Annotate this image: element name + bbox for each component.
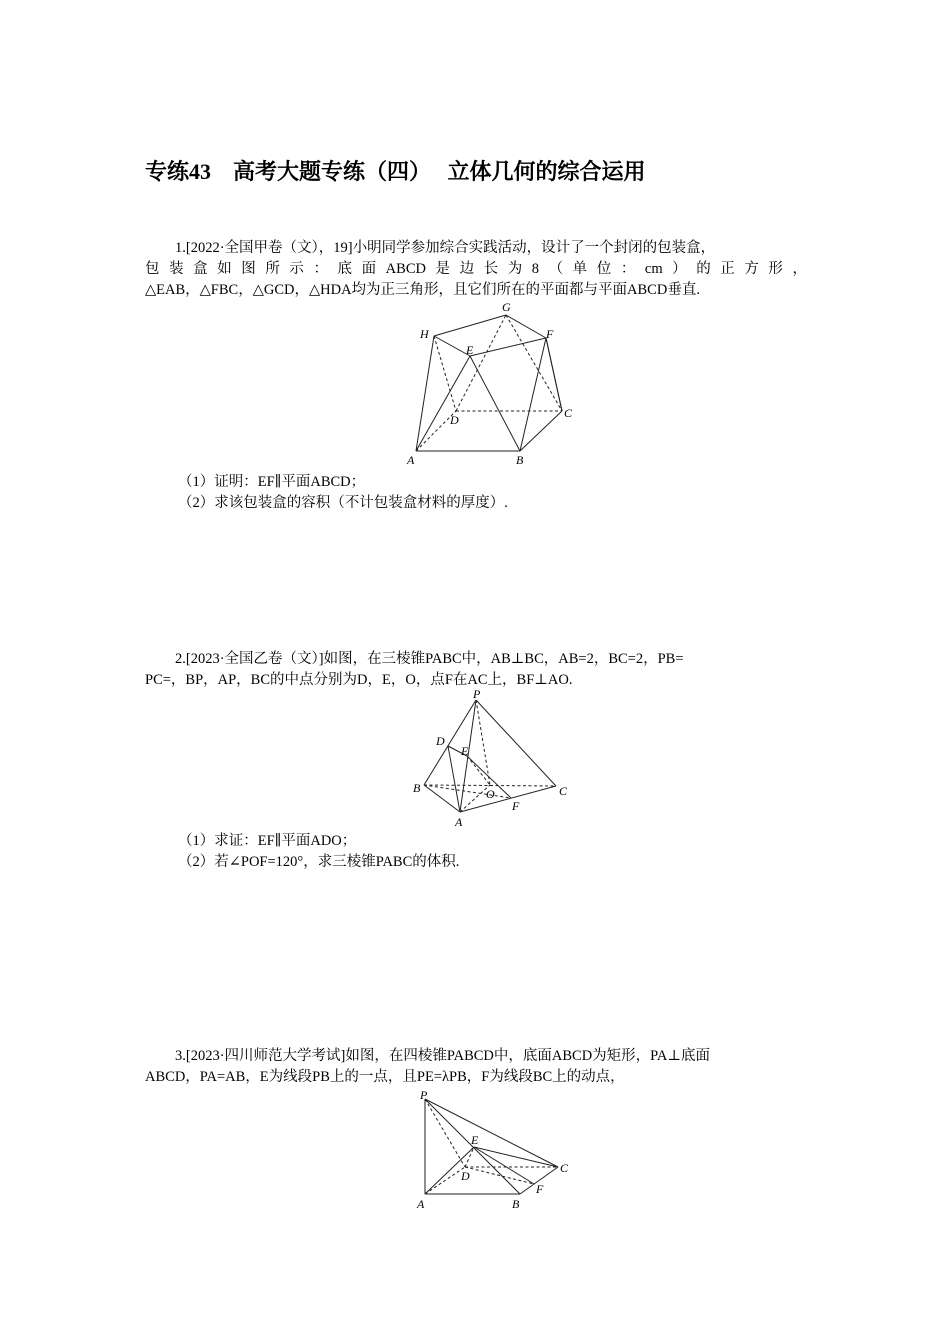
label-c: C — [559, 784, 568, 798]
problem-2-part-1: （1）求证：EF∥平面ADO； — [178, 833, 357, 849]
label-a: A — [417, 1197, 425, 1211]
problem-3-line-2: ABCD，PA=AB，E为线段PB上的一点，且PE=λPB，F为线段BC上的动点， — [145, 1069, 625, 1085]
label-d: D — [450, 413, 459, 427]
label-b: B — [512, 1197, 520, 1211]
label-a: A — [407, 453, 415, 467]
page-title: 专练43 高考大题专练（四） 立体几何的综合运用 — [145, 159, 646, 184]
problem-2-line-2: PC=，BP，AP，BC的中点分别为D，E，O，点F在AC上，BF⊥AO. — [145, 672, 573, 688]
label-c: C — [560, 1161, 569, 1175]
label-f: F — [512, 799, 520, 813]
label-e: E — [471, 1133, 479, 1147]
label-o: O — [486, 787, 495, 801]
label-d: D — [461, 1169, 470, 1183]
problem-2-figure — [405, 688, 580, 830]
label-e: E — [461, 744, 469, 758]
problem-1-figure — [400, 298, 590, 470]
label-e: E — [466, 343, 474, 357]
label-c: C — [564, 406, 573, 420]
problem-1-line-2: 包装盒如图所示：底面ABCD是边长为8（单位：cm）的正方形， — [145, 261, 807, 277]
label-d: D — [436, 734, 445, 748]
problem-1-part-2: （2）求该包装盒的容积（不计包装盒材料的厚度）. — [178, 495, 508, 511]
problem-3-figure — [408, 1087, 583, 1212]
label-f: F — [546, 327, 554, 341]
label-f: F — [536, 1182, 544, 1196]
label-a: A — [455, 815, 463, 829]
problem-2-line-1: 2.[2023·全国乙卷（文）]如图，在三棱锥PABC中，AB⊥BC，AB=2，BC=2，PB= — [175, 651, 684, 667]
problem-1-part-1: （1）证明：EF∥平面ABCD； — [178, 474, 366, 490]
label-g: G — [502, 300, 511, 314]
problem-3-line-1: 3.[2023·四川师范大学考试]如图，在四棱锥PABCD中，底面ABCD为矩形，PA⊥底面 — [175, 1048, 711, 1064]
problem-1-line-1: 1.[2022·全国甲卷（文），19]小明同学参加综合实践活动，设计了一个封闭的包装盒， — [175, 240, 716, 256]
label-p: P — [420, 1088, 428, 1102]
label-b: B — [413, 781, 421, 795]
label-h: H — [420, 327, 429, 341]
problem-1-line-3: △EAB，△FBC，△GCD，△HDA均为正三角形，且它们所在的平面都与平面ABCD垂直. — [145, 282, 700, 298]
problem-2-part-2: （2）若∠POF=120°，求三棱锥PABC的体积. — [178, 854, 460, 870]
label-b: B — [516, 453, 524, 467]
label-p: P — [473, 687, 481, 701]
